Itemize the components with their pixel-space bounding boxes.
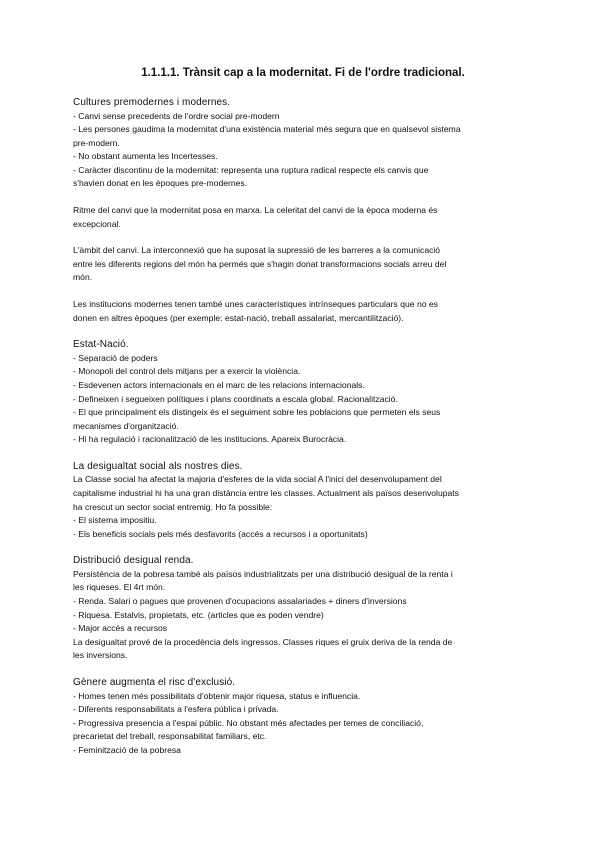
text-line: - Canvi sense precedents de l'ordre social pre-modern bbox=[73, 110, 280, 121]
text-line: donen en altres èpoques (per exemple: estat-nació, treball assalariat, mercantilització). bbox=[73, 312, 404, 323]
text-line: - Hi ha regulació i racionalització de les institucions. Apareix Burocràcia. bbox=[73, 434, 347, 445]
section bbox=[73, 338, 533, 447]
text-line: La Classe social ha afectat la majoria d'esferes de la vida social A l'inici del desenvolupament del bbox=[73, 474, 442, 485]
text-line: - Caràcter discontinu de la modernitat: representa una ruptura radical respecte els canvis que bbox=[73, 164, 429, 175]
text-line: excepcional. bbox=[73, 218, 121, 229]
text-line: pre-modern. bbox=[73, 137, 120, 148]
section bbox=[73, 554, 533, 663]
text-line: - Renda. Salari o pagues que provenen d'ocupacions assalariades + diners d'inversions bbox=[73, 596, 407, 607]
text-line: Persistència de la pobresa també als països industrialitzats per una distribució desigual de la renta i bbox=[73, 568, 453, 579]
text-line: - Esdevenen actors internacionals en el marc de les relacions internacionals. bbox=[73, 379, 365, 390]
text-line: - Major accés a recursos bbox=[73, 623, 168, 634]
text-line: s'havien donat en les èpoques pre-modernes. bbox=[73, 178, 248, 189]
text-line: - El sistema impositiu. bbox=[73, 515, 157, 526]
text-line: - Defineixen i segueixen polítiques i plans coordinats a escala global. Racionalització. bbox=[73, 393, 398, 404]
text-line: - Les persones gaudima la modernitat d'una existència material més segura que en qualsevol sistema bbox=[73, 124, 461, 135]
text-line: les inversions. bbox=[73, 650, 128, 661]
text-line: capitalisme industrial hi ha una gran distància entre les classes. Actualment als països desenvolupats bbox=[73, 487, 459, 498]
page-title: 1.1.1.1. Trànsit cap a la modernitat. Fi de l'ordre tradicional. bbox=[141, 67, 465, 79]
text-line: precarietat del treball, responsabilitat familiars, etc. bbox=[73, 731, 267, 742]
text-line: Ritme del canvi que la modernitat posa en marxa. La celeritat del canvi de la època moderna és bbox=[73, 205, 438, 216]
text-line: - Progressiva presencia a l'espai públic. No obstant més afectades per temes de conciliació, bbox=[73, 717, 424, 728]
section-heading: La desigualtat social als nostres dies. bbox=[73, 460, 243, 472]
text-line: món. bbox=[73, 272, 93, 283]
text-line: - Monopoli del control dels mitjans per a exercir la violència. bbox=[73, 366, 301, 377]
document-body bbox=[73, 96, 533, 757]
section bbox=[73, 460, 533, 541]
text-line: les riqueses. El 4rt món. bbox=[73, 582, 166, 593]
text-line: - Els beneficis socials pels més desfavorits (accés a recursos i a oportunitats) bbox=[73, 528, 368, 539]
text-line: - No obstant aumenta les Incertesses. bbox=[73, 151, 218, 162]
section bbox=[73, 676, 533, 757]
section bbox=[73, 204, 533, 231]
text-line: - Feminització de la pobresa bbox=[73, 744, 181, 755]
text-line: - Diferents responsabilitats a l'esfera pública i privada. bbox=[73, 704, 279, 715]
section-heading: Distribució desigual renda. bbox=[73, 555, 194, 567]
text-line: - El que principalment els distingeix és el seguiment sobre les poblacions que permeten els seus bbox=[73, 407, 441, 418]
text-line: Les institucions modernes tenen també unes característiques intrínseques particulars que no es bbox=[73, 299, 438, 310]
section-heading: Cultures premodernes i modernes. bbox=[73, 97, 231, 108]
document-page bbox=[73, 66, 533, 770]
section bbox=[73, 244, 533, 285]
text-line: - Riquesa. Estalvis, propietats, etc. (articles que es poden vendre) bbox=[73, 609, 324, 620]
text-line: - Separació de poders bbox=[73, 352, 158, 363]
text-line: ha crescut un sector social entremig. Ho fa possible: bbox=[73, 501, 273, 512]
text-line: mecanismes d'organització. bbox=[73, 420, 179, 431]
text-line: - Homes tenen més possibilitats d'obtenir major riquesa, status e influencia. bbox=[73, 690, 361, 701]
text-line: entre les diferents regions del món ha permés que s'hagin donat transformacions socials arreu del bbox=[73, 258, 447, 269]
text-line: L'àmbit del canvi. La interconnexió que ha suposat la supressió de les barreres a la comunicació bbox=[73, 245, 441, 256]
section-heading: Estat-Nació. bbox=[73, 339, 129, 351]
section-heading: Gènere augmenta el risc d'exclusió. bbox=[73, 677, 236, 688]
text-line: La desigualtat prové de la procedència dels ingressos. Classes riques el gruix deriva de la renda de bbox=[73, 636, 453, 647]
section bbox=[73, 298, 533, 325]
section bbox=[73, 96, 533, 191]
